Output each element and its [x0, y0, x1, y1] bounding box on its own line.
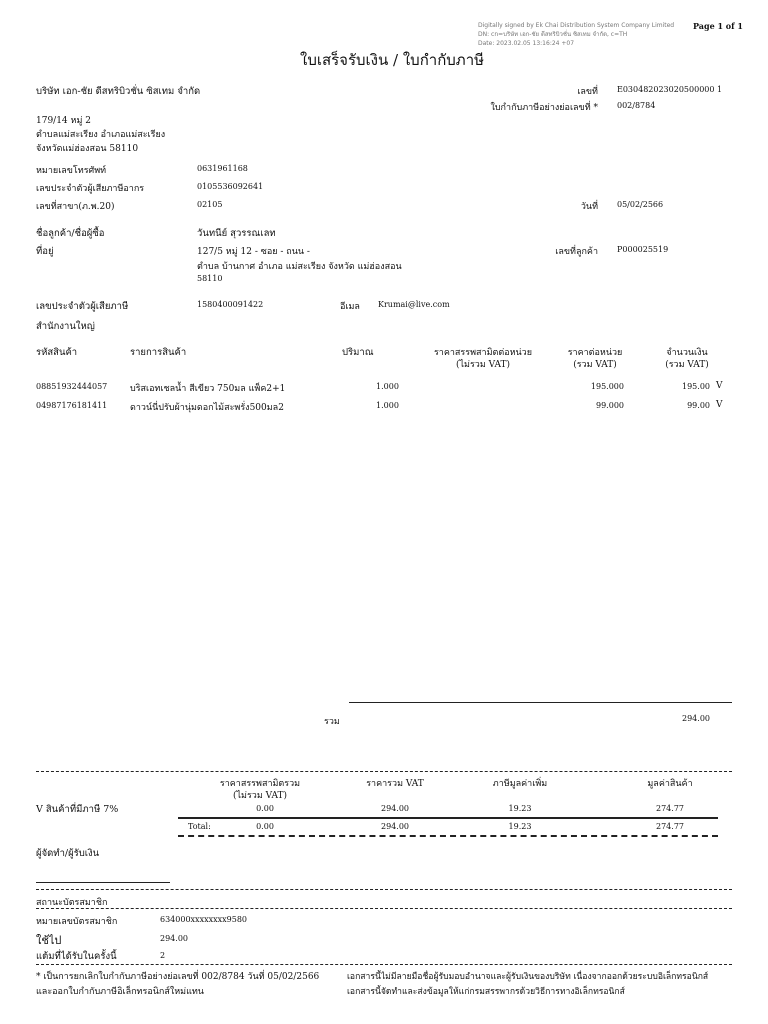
summary-divider-bottom [178, 835, 718, 837]
document-title: ใบเสร็จรับเงิน / ใบกำกับภาษี [300, 51, 484, 69]
col-header-quantity: ปริมาณ [342, 347, 374, 358]
abbreviated-invoice-label: ใบกำกับภาษีอย่างย่อเลขที่ * [490, 103, 598, 113]
summary-total-vat: 19.23 [508, 822, 532, 831]
customer-name-label: ชื่อลูกค้า/ชื่อผู้ซื้อ [36, 228, 105, 239]
item-vat-flag: V [716, 400, 723, 410]
summary-total-label: Total: [188, 822, 211, 831]
item-amount: 99.00 [687, 401, 710, 410]
branch-value: 02105 [197, 200, 223, 209]
footer-divider [36, 964, 732, 965]
total-rule [349, 702, 732, 703]
member-divider-mid [36, 908, 732, 909]
summary-total-excise: 0.00 [256, 822, 274, 831]
company-address-line2: ตำบลแม่สะเรียง อำเภอแม่สะเรียง [36, 130, 166, 140]
summary-total-goods: 274.77 [656, 822, 684, 831]
member-points-value: 2 [160, 951, 166, 960]
item-amount: 195.00 [682, 382, 710, 391]
phone-label: หมายเลขโทรศัพท์ [36, 166, 107, 176]
email-label: อีเมล [340, 302, 360, 312]
footer-note-right-1: เอกสารนี้ไม่มีลายมือชื่อผู้รับมอบอำนาจและผู้รับเงินของบริษัท เนื่องจากออกด้วยระบบอิเล็กทรอนิกส์ [347, 972, 709, 982]
summary-goods-value: 274.77 [656, 804, 684, 813]
col-header-unit-price-note: (รวม VAT) [573, 360, 617, 370]
receiver-signature-line [36, 882, 170, 883]
company-name: บริษัท เอก-ชัย ดีสทริบิวชั่น ซิสเทม จำกัด [36, 86, 201, 97]
date-value: 05/02/2566 [617, 200, 664, 209]
customer-address-line1: 127/5 หมู่ 12 - ซอย - ถนน - [197, 247, 310, 257]
branch-label: เลขที่สาขา(ภ.พ.20) [36, 202, 115, 212]
summary-excise-value: 0.00 [256, 804, 274, 813]
member-card-label: หมายเลขบัตรสมาชิก [36, 917, 118, 927]
customer-address-label: ที่อยู่ [36, 246, 54, 257]
item-unit-price: 99.000 [596, 401, 624, 410]
col-header-amount: จำนวนเงิน [666, 348, 708, 358]
summary-header-goods-value: มูลค่าสินค้า [647, 779, 693, 789]
member-section-title: สถานะบัตรสมาชิก [36, 898, 108, 908]
item-vat-flag: V [716, 381, 723, 391]
abbreviated-invoice-value: 002/8784 [617, 101, 656, 110]
customer-id-value: P000025519 [617, 245, 669, 254]
footer-note-left-1: * เป็นการยกเลิกใบกำกับภาษีอย่างย่อเลขที่ 002/8784 วันที่ 05/02/2566 [36, 972, 320, 982]
page-number: Page 1 of 1 [693, 21, 743, 31]
email-value: Krumai@live.com [378, 300, 450, 309]
item-quantity: 1.000 [376, 401, 399, 410]
phone-value: 0631961168 [197, 164, 248, 173]
summary-header-excise: ราคาสรรพสามิตรวม [219, 779, 301, 789]
date-label: วันที่ [580, 202, 598, 212]
summary-header-total-vat: ราคารวม VAT [366, 779, 424, 789]
total-value: 294.00 [682, 714, 710, 723]
col-header-excise-unit-note: (ไม่รวม VAT) [455, 360, 511, 370]
item-code: 04987176181411 [36, 401, 108, 410]
summary-total-vat-value: 294.00 [381, 804, 409, 813]
footer-note-right-2: เอกสารนี้จัดทำและส่งข้อมูลให้แก่กรมสรรพากรด้วยวิธีการทางอิเล็กทรอนิกส์ [347, 987, 625, 997]
company-address-line1: 179/14 หมู่ 2 [36, 116, 91, 126]
digital-signature-line1: Digitally signed by Ek Chai Distribution System Company Limited [478, 22, 675, 29]
footer-note-left-2: และออกใบกำกับภาษีอิเล็กทรอนิกส์ใหม่แทน [36, 987, 204, 997]
customer-id-label: เลขที่ลูกค้า [555, 247, 598, 257]
summary-total-total-vat: 294.00 [381, 822, 409, 831]
summary-vat-value: 19.23 [508, 804, 532, 813]
doc-number-label: เลขที่ [577, 87, 598, 97]
digital-signature-line3: Date: 2023.02.05 13:16:24 +07 [478, 40, 575, 47]
member-divider-top [36, 889, 732, 890]
col-header-description: รายการสินค้า [130, 347, 187, 358]
customer-address-line3: 58110 [197, 274, 223, 283]
doc-number-value: E030482023020500000 1 [617, 85, 723, 94]
summary-header-excise-note: (ไม่รวม VAT) [232, 791, 288, 801]
member-card-value: 634000xxxxxxxx9580 [160, 915, 247, 924]
col-header-amount-note: (รวม VAT) [665, 360, 709, 370]
customer-address-line2: ตำบล บ้านกาศ อำเภอ แม่สะเรียง จังหวัด แม่ฮ่องสอน [197, 262, 402, 272]
digital-signature-line2: DN: cn=บริษัท เอก-ชัย ดีสทริบิวชั่น ซิสเทม จำกัด, c=TH [478, 31, 628, 38]
summary-divider-top [36, 771, 732, 772]
customer-tax-id-value: 1580400091422 [197, 300, 264, 309]
col-header-unit-price: ราคาต่อหน่วย [567, 348, 623, 358]
col-header-code: รหัสสินค้า [36, 347, 78, 358]
item-quantity: 1.000 [376, 382, 399, 391]
tax-id-value: 0105536092641 [197, 182, 264, 191]
item-code: 08851932444057 [36, 382, 108, 391]
item-unit-price: 195.000 [590, 382, 624, 391]
member-points-label: แต้มที่ได้รับในครั้งนี้ [36, 951, 117, 962]
company-address-line3: จังหวัดแม่ฮ่องสอน 58110 [36, 144, 139, 154]
col-header-excise-unit: ราคาสรรพสามิตต่อหน่วย [433, 348, 533, 358]
customer-name-value: วันทนีย์ สุวรรณเลท [197, 228, 276, 239]
total-label: รวม [324, 717, 340, 727]
tax-id-label: เลขประจำตัวผู้เสียภาษีอากร [36, 184, 145, 194]
head-office-label: สำนักงานใหญ่ [36, 321, 95, 332]
member-spent-value: 294.00 [160, 934, 188, 943]
summary-row-label: V สินค้าที่มีภาษี 7% [36, 804, 119, 815]
summary-total-rule [178, 817, 718, 819]
member-spent-label: ใช้ไป [36, 934, 62, 947]
receiver-label: ผู้จัดทำ/ผู้รับเงิน [36, 848, 100, 859]
item-description: ดาวน์นี่ปรับผ้านุ่มดอกไม้สะพรั่ง500มล2 [130, 403, 284, 413]
item-description: บริสเอทเชลน้ำ สีเขียว 750มล แพ็ค2+1 [130, 384, 286, 394]
summary-header-vat: ภาษีมูลค่าเพิ่ม [492, 779, 548, 789]
customer-tax-id-label: เลขประจำตัวผู้เสียภาษี [36, 301, 129, 312]
